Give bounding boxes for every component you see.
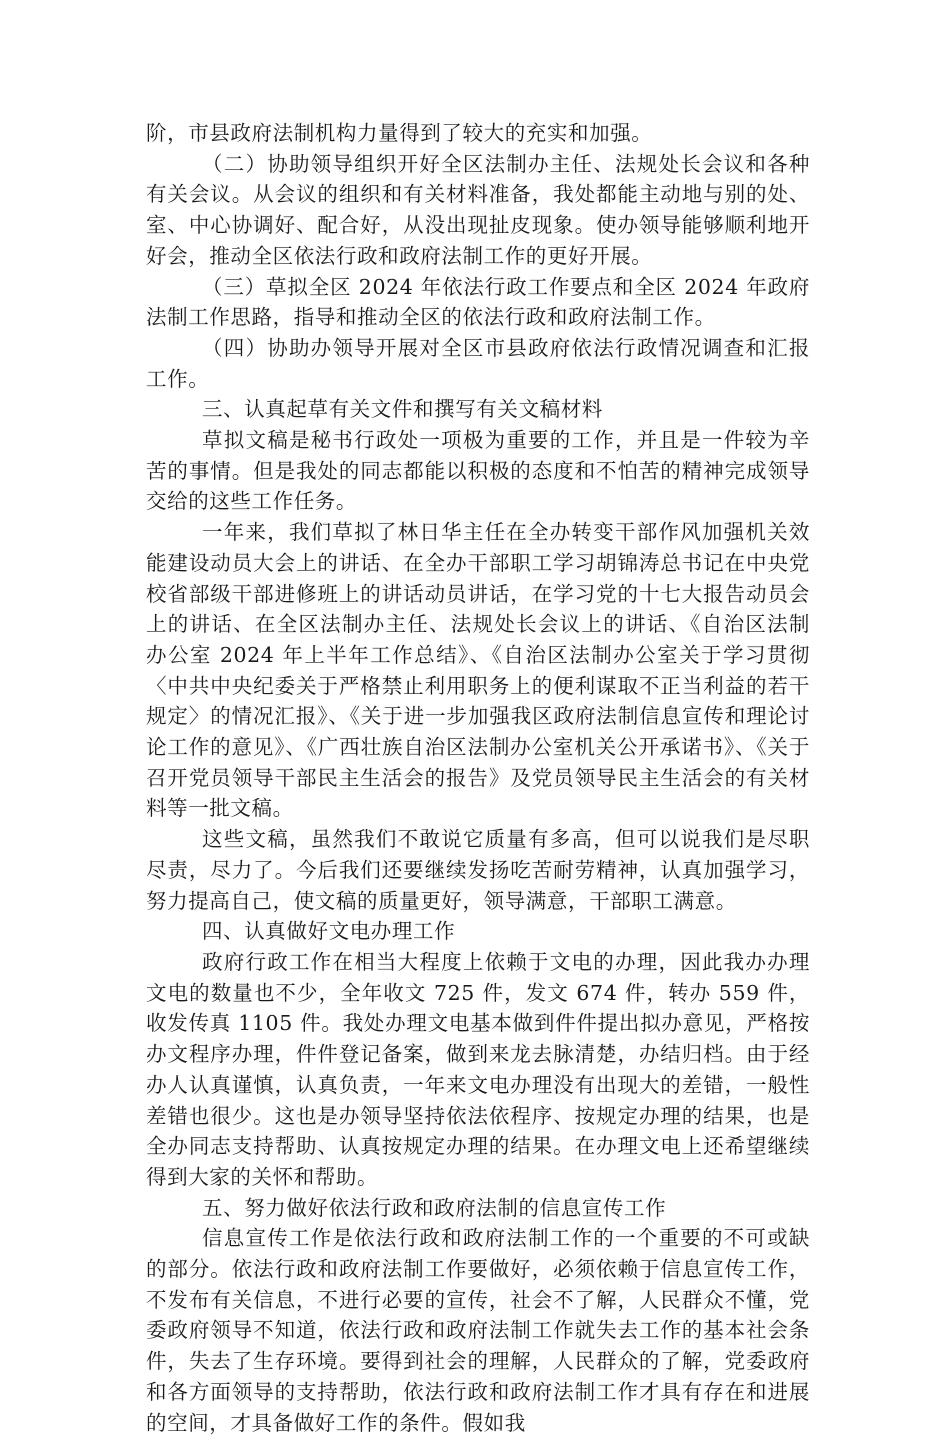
paragraph: 阶，市县政府法制机构力量得到了较大的充实和加强。 <box>146 121 653 145</box>
paragraph: 草拟文稿是秘书行政处一项极为重要的工作，并且是一件较为辛苦的事情。但是我处的同志都能以积极的态度和不怕苦的精神完成领导交给的这些工作任务。 <box>146 428 810 514</box>
paragraph: 信息宣传工作是依法行政和政府法制工作的一个重要的不可或缺的部分。依法行政和政府法制工作要做好，必须依赖于信息宣传工作，不发布有关信息，不进行必要的宣传，社会不了解，人民群众不懂，党委政府领导不知道，依法行政和政府法制工作就失去工作的基本社会条件，失去了生存环境。要得到社会的理解，人民群众的了解，党委政府和各方面领导的支持帮助，依法行政和政府法制工作才具有存在和进展的空间，才具备做好工作的条件。假如我 <box>146 1226 810 1435</box>
paragraph: 一年来，我们草拟了林日华主任在全办转变干部作风加强机关效能建设动员大会上的讲话、在全办干部职工学习胡锦涛总书记在中央党校省部级干部进修班上的讲话动员讲话，在学习党的十七大报告动员会上的讲话、在全区法制办主任、法规处长会议上的讲话、《自治区法制办公室 2024 年上半年工作总结》、《自治区法制办公室关于学习贯彻〈中共中央纪委关于严格禁止利用职务上的便利谋取不正当利益的若干规定〉的情况汇报》、《关于进一步加强我区政府法制信息宣传和理论讨论工作的意见》、《广西壮族自治区法制办公室机关公开承诺书》、《关于召开党员领导干部民主生活会的报告》及党员领导民主生活会的有关材料等一批文稿。 <box>146 520 810 821</box>
document-page <box>146 118 810 1438</box>
section-heading: 四、认真做好文电办理工作 <box>202 919 456 944</box>
section-heading: 五、努力做好依法行政和政府法制的信息宣传工作 <box>202 1195 667 1220</box>
paragraph: （三）草拟全区 2024 年依法行政工作要点和全区 2024 年政府法制工作思路，指导和推动全区的依法行政和政府法制工作。 <box>146 274 810 330</box>
paragraph: （二）协助领导组织开好全区法制办主任、法规处长会议和各种有关会议。从会议的组织和有关材料准备，我处都能主动地与别的处、室、中心协调好、配合好，从没出现扯皮现象。使办领导能够顺利地开好会，推动全区依法行政和政府法制工作的更好开展。 <box>146 151 810 268</box>
paragraph: 政府行政工作在相当大程度上依赖于文电的办理，因此我办办理文电的数量也不少，全年收文 725 件，发文 674 件，转办 559 件，收发传真 1105 件。我处办理文电基本做到件件提出拟办意见，严格按办文程序办理，件件登记备案，做到来龙去脉清楚，办结归档。由于经办人认真谨慎，认真负责，一年来文电办理没有出现大的差错，一般性差错也很少。这也是办领导坚持依法依程序、按规定办理的结果，也是全办同志支持帮助、认真按规定办理的结果。在办理文电上还希望继续得到大家的关怀和帮助。 <box>146 949 810 1189</box>
paragraph: （四）协助办领导开展对全区市县政府依法行政情况调查和汇报工作。 <box>146 335 810 391</box>
section-heading: 三、认真起草有关文件和撰写有关文稿材料 <box>202 397 603 422</box>
paragraph: 这些文稿，虽然我们不敢说它质量有多高，但可以说我们是尽职尽责，尽力了。今后我们还要继续发扬吃苦耐劳精神，认真加强学习，努力提高自己，使文稿的质量更好，领导满意，干部职工满意。 <box>146 827 810 913</box>
